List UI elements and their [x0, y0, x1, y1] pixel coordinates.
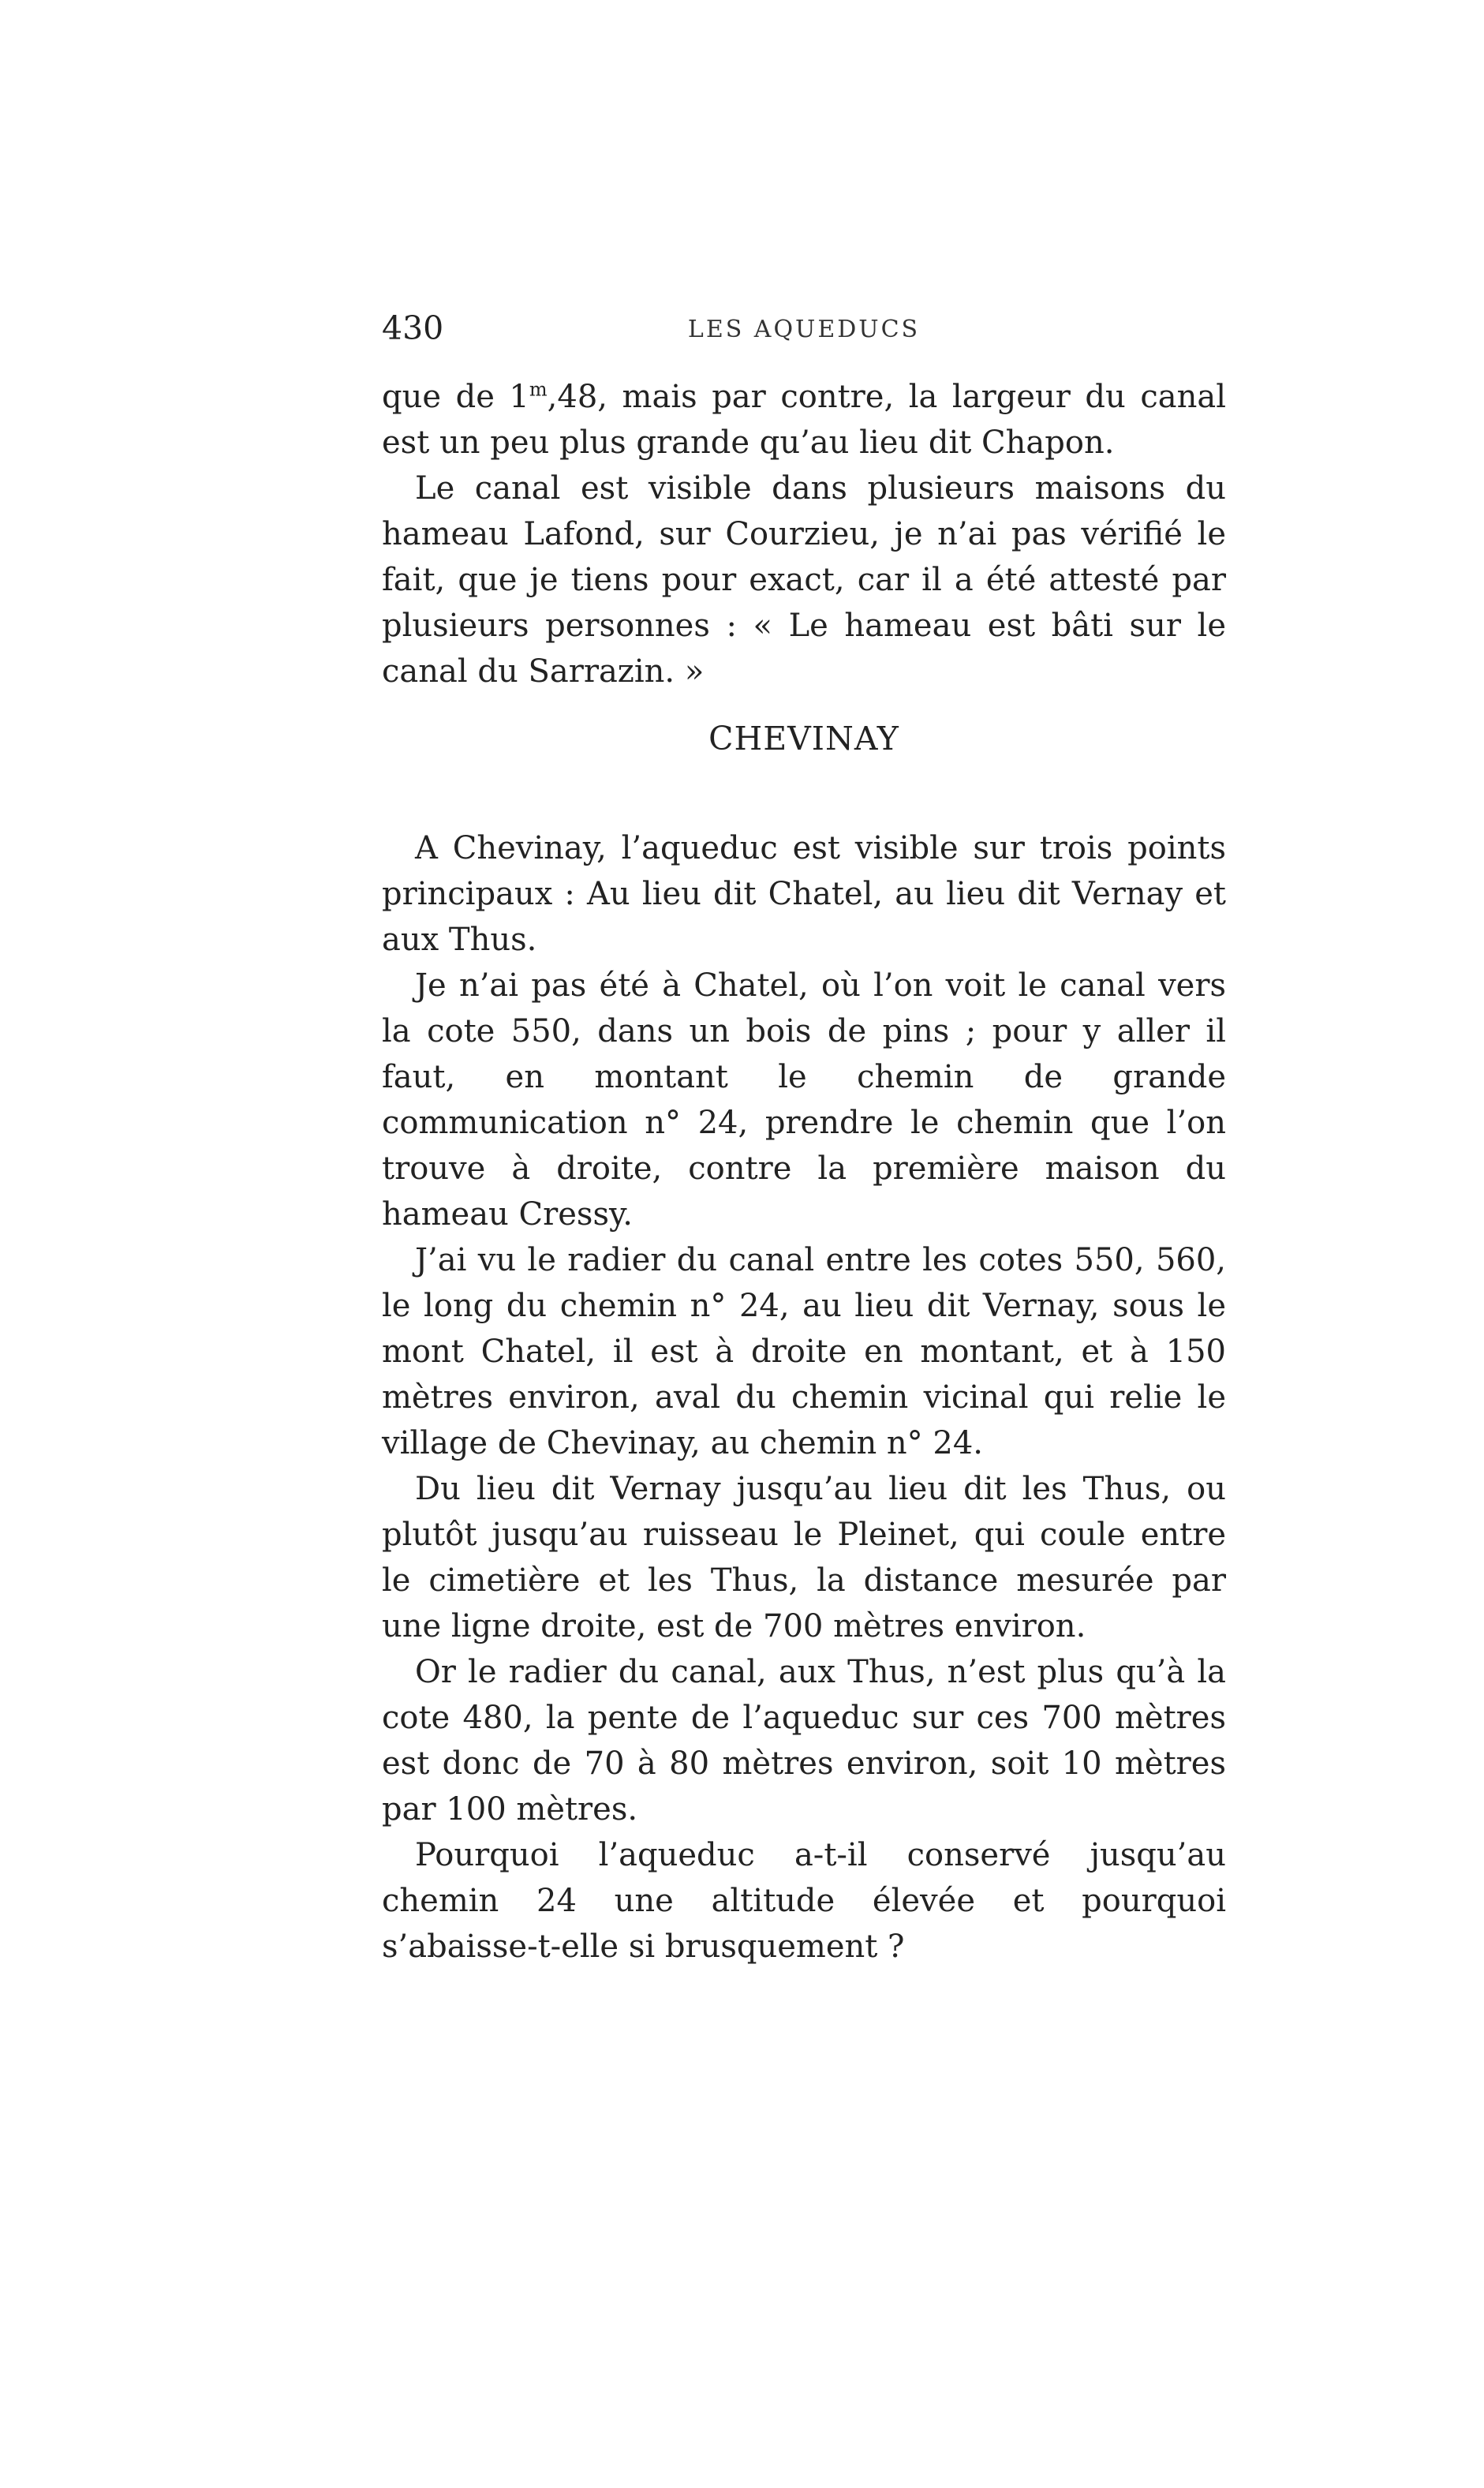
section-body — [382, 825, 1226, 1970]
paragraph: Or le radier du canal, aux Thus, n’est plus qu’à la cote 480, la pente de l’aqueduc sur ces 700 mètres est donc de 70 à 80 mètres environ, soit 10 mètres par 100 mètres. — [382, 1654, 1226, 1828]
paragraph: J’ai vu le radier du canal entre les cotes 550, 560, le long du chemin n° 24, au lieu dit Vernay, sous le mont Chatel, il est à droite en montant, et à 150 mètres environ, aval du chemin vicinal qui relie le village de Chevinay, au chemin n° 24. — [382, 1242, 1226, 1461]
running-head: LES AQUEDUCS — [687, 316, 921, 343]
paragraph: Je n’ai pas été à Chatel, où l’on voit le canal vers la cote 550, dans un bois de pins ; pour y aller il faut, en montant le chemin de grande communication n° 24, prendre le chemin que l’on trouve à droite, contre la première maison du hameau Cressy. — [382, 967, 1226, 1233]
paragraph: Du lieu dit Vernay jusqu’au lieu dit les Thus, ou plutôt jusqu’au ruisseau le Pleinet, qui coule entre le cimetière et les Thus, la distance mesurée par une ligne droite, est de 700 mètres environ. — [382, 1471, 1226, 1644]
opening-text — [382, 374, 1226, 694]
page-header — [382, 309, 1226, 357]
paragraph-continuation — [382, 374, 1226, 466]
section-title: CHEVINAY — [708, 720, 899, 758]
paragraph-text: que de 1 — [382, 379, 529, 415]
paragraph: Le canal est visible dans plusieurs maisons du hameau Lafond, sur Courzieu, je n’ai pas vérifié le fait, que je tiens pour exact, car il a été attesté par plusieurs personnes : « Le hameau est bâti sur le canal du Sarrazin. » — [382, 470, 1226, 690]
paragraph: Pourquoi l’aqueduc a-t-il conservé jusqu’au chemin 24 une altitude élevée et pourquoi s’abaisse-t-elle si brusquement ? — [382, 1837, 1226, 1965]
superscript-unit: m — [529, 378, 548, 401]
page-number: 430 — [382, 309, 444, 347]
paragraph-text: ,48, mais par contre, la largeur du canal est un peu plus grande qu’au lieu dit Chapon. — [382, 379, 1226, 461]
paragraph: A Chevinay, l’aqueduc est visible sur trois points principaux : Au lieu dit Chatel, au lieu dit Vernay et aux Thus. — [382, 830, 1226, 958]
